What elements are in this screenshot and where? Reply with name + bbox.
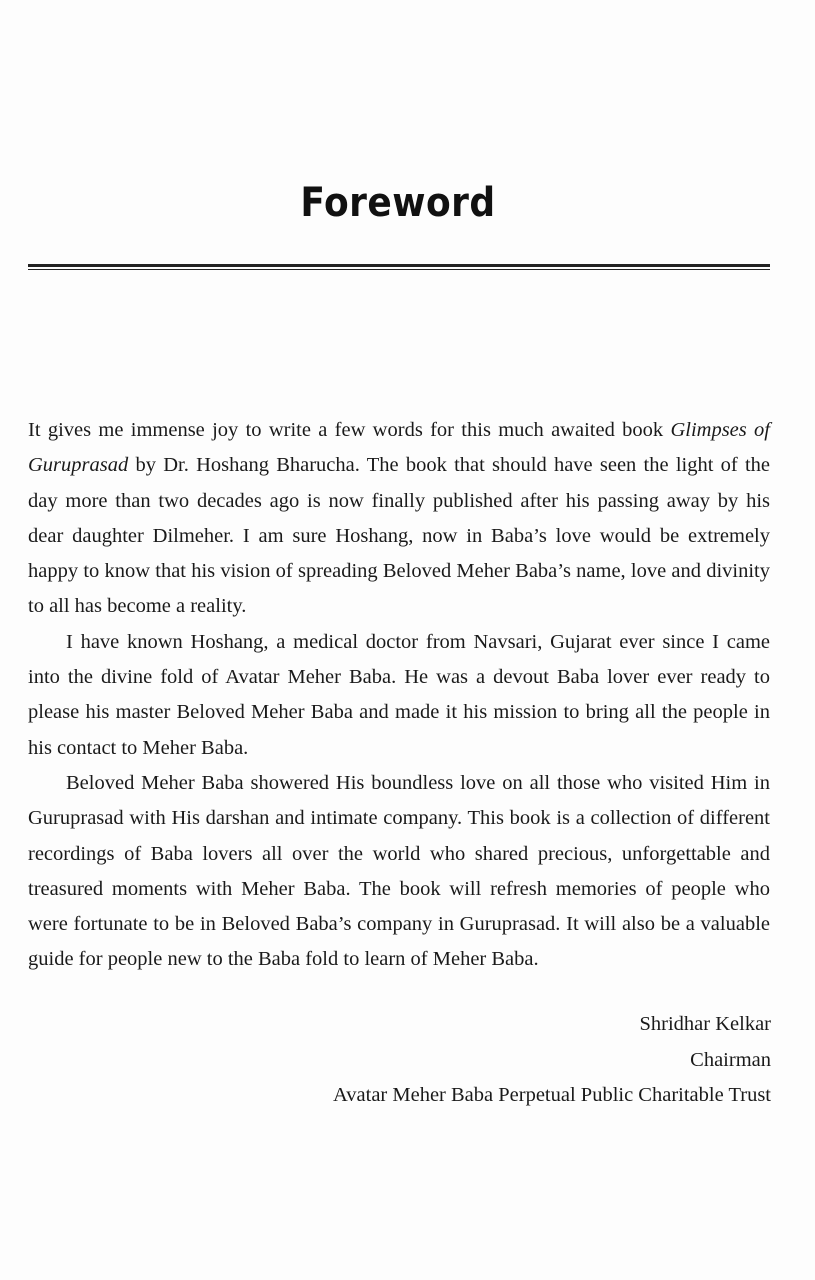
book-title-italic: Glimpses of Guruprasad [28, 419, 770, 477]
signature-block [171, 1007, 771, 1114]
signatory-name: Shridhar Kelkar [639, 1013, 771, 1035]
foreword-body [28, 413, 770, 978]
paragraph-1-after: by Dr. Hoshang Bharucha. The book that should have seen the light of the day more than two decades ago is now finally published after his passing away by his dear daughter Dilmeher. I am sure Hoshang, now in Baba’s love would be extremely happy to know that his vision of spreading Beloved Meher Baba’s name, love and divinity to all has become a reality. [28, 454, 770, 618]
page-title: Foreword [300, 180, 496, 226]
signatory-position: Chairman [690, 1048, 771, 1071]
title-rule-thin [28, 269, 770, 270]
paragraph-1-before: It gives me immense joy to write a few words for this much awaited book [28, 419, 671, 441]
paragraph-2: I have known Hoshang, a medical doctor from Navsari, Gujarat ever since I came into the divine fold of Avatar Meher Baba. He was a devout Baba lover ever ready to please his master Beloved Meher Baba and made it his mission to bring all the people in his contact to Meher Baba. [28, 630, 770, 759]
title-rule-thick [28, 264, 770, 267]
paragraph-1 [28, 413, 770, 625]
paragraph-3: Beloved Meher Baba showered His boundless love on all those who visited Him in Guruprasad with His darshan and intimate company. This book is a collection of different recordings of Baba lovers all over the world who shared precious, unforgettable and treasured moments with Meher Baba. The book will refresh memories of people who were fortunate to be in Beloved Baba’s company in Guruprasad. It will also be a valuable guide for people new to the Baba fold to learn of Meher Baba. [28, 771, 770, 971]
signatory-organization: Avatar Meher Baba Perpetual Public Charitable Trust [333, 1084, 771, 1106]
